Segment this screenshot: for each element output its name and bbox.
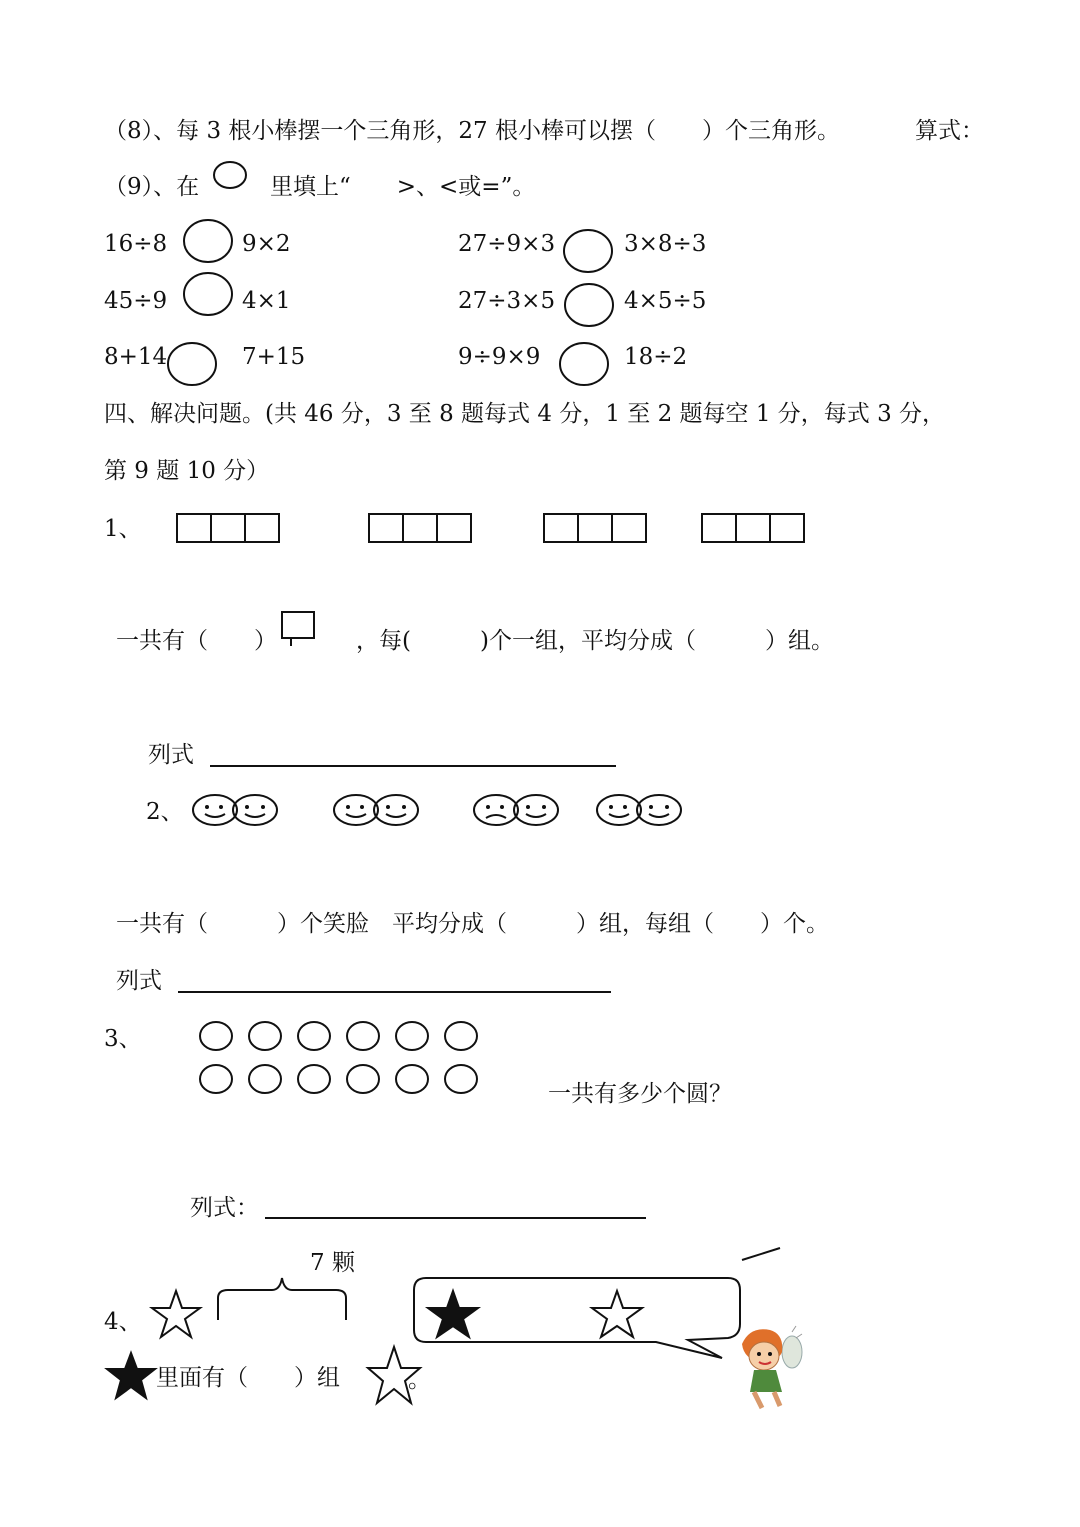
compare-circle-input[interactable]: [562, 229, 618, 279]
p3-answer-line[interactable]: [265, 1217, 646, 1219]
p2-text: 一共有（ ）个笑脸 平均分成（ ）组，每组（ ）个。: [116, 911, 829, 937]
star-filled-icon: [424, 1289, 482, 1341]
brace-icon: [214, 1274, 354, 1324]
star-filled-icon: [104, 1351, 158, 1401]
circle-blank-icon: [212, 160, 252, 192]
q9-suffix: 里填上“ >、<或=”。: [270, 174, 536, 200]
q9-row2-right-a: 27÷3×5: [458, 288, 556, 314]
q9-row2-right-b: 4×5÷5: [624, 288, 707, 314]
p3-formula-label: 列式：: [190, 1195, 259, 1221]
q9-row3-right-b: 18÷2: [624, 344, 688, 370]
smiley-pair-icon: [471, 792, 563, 828]
q9-row3-left-a: 8+14: [104, 344, 168, 370]
q9-row2-left-b: 4×1: [242, 288, 291, 314]
p2-formula-label: 列式: [116, 968, 162, 994]
q9-row1-left-a: 16÷8: [104, 231, 168, 257]
smiley-pair-icon: [331, 792, 423, 828]
q9-row2-left-a: 45÷9: [104, 288, 168, 314]
square-icon: [280, 610, 320, 654]
p1-text-a: 一共有（ ）: [116, 628, 277, 654]
smiley-pair-icon: [190, 792, 282, 828]
p1-number: 1、: [104, 516, 142, 542]
p3-number: 3、: [104, 1026, 142, 1052]
q9-row3-left-b: 7+15: [242, 344, 306, 370]
section4-heading-line2: 第 9 题 10 分）: [104, 458, 270, 484]
p2-answer-line[interactable]: [178, 991, 611, 993]
square-group: [700, 512, 810, 546]
p1-answer-line[interactable]: [210, 765, 616, 767]
q8-text: （8）、每 3 根小棒摆一个三角形，27 根小棒可以摆（ ）个三角形。: [104, 118, 840, 144]
p4-text-end: 。: [408, 1367, 431, 1393]
p1-text-b: ，每( )个一组，平均分成（ ）组。: [356, 628, 834, 654]
q9-row3-right-a: 9÷9×9: [458, 344, 541, 370]
p4-brace-label: 7 颗: [310, 1250, 355, 1276]
square-group: [175, 512, 285, 546]
q8-formula-label: 算式：: [915, 118, 984, 144]
p4-number: 4、: [104, 1309, 142, 1335]
compare-circle-input[interactable]: [558, 341, 614, 391]
p4-text-a: 里面有（ ）组: [156, 1365, 340, 1391]
compare-circle-input[interactable]: [563, 283, 619, 333]
q9-prefix: （9）、在: [104, 174, 200, 200]
q9-row1-right-a: 27÷9×3: [458, 231, 556, 257]
star-outline-icon: [588, 1289, 646, 1341]
compare-circle-input[interactable]: [182, 272, 238, 322]
q9-row1-right-b: 3×8÷3: [624, 231, 707, 257]
section4-heading-line1: 四、解决问题。(共 46 分，3 至 8 题每式 4 分，1 至 2 题每空 1 分，每式 3 分，: [104, 401, 946, 427]
smiley-pair-icon: [594, 792, 686, 828]
p2-number: 2、: [146, 799, 184, 825]
circle-grid: [196, 1016, 486, 1100]
compare-circle-input[interactable]: [166, 341, 222, 391]
compare-circle-input[interactable]: [182, 218, 238, 268]
square-group: [542, 512, 652, 546]
q9-row1-left-b: 9×2: [242, 231, 291, 257]
p3-question: 一共有多少个圆？: [548, 1081, 732, 1107]
star-outline-icon: [148, 1289, 204, 1341]
cartoon-girl-illustration: [732, 1322, 808, 1412]
p1-formula-label: 列式: [148, 742, 194, 768]
square-group: [367, 512, 477, 546]
